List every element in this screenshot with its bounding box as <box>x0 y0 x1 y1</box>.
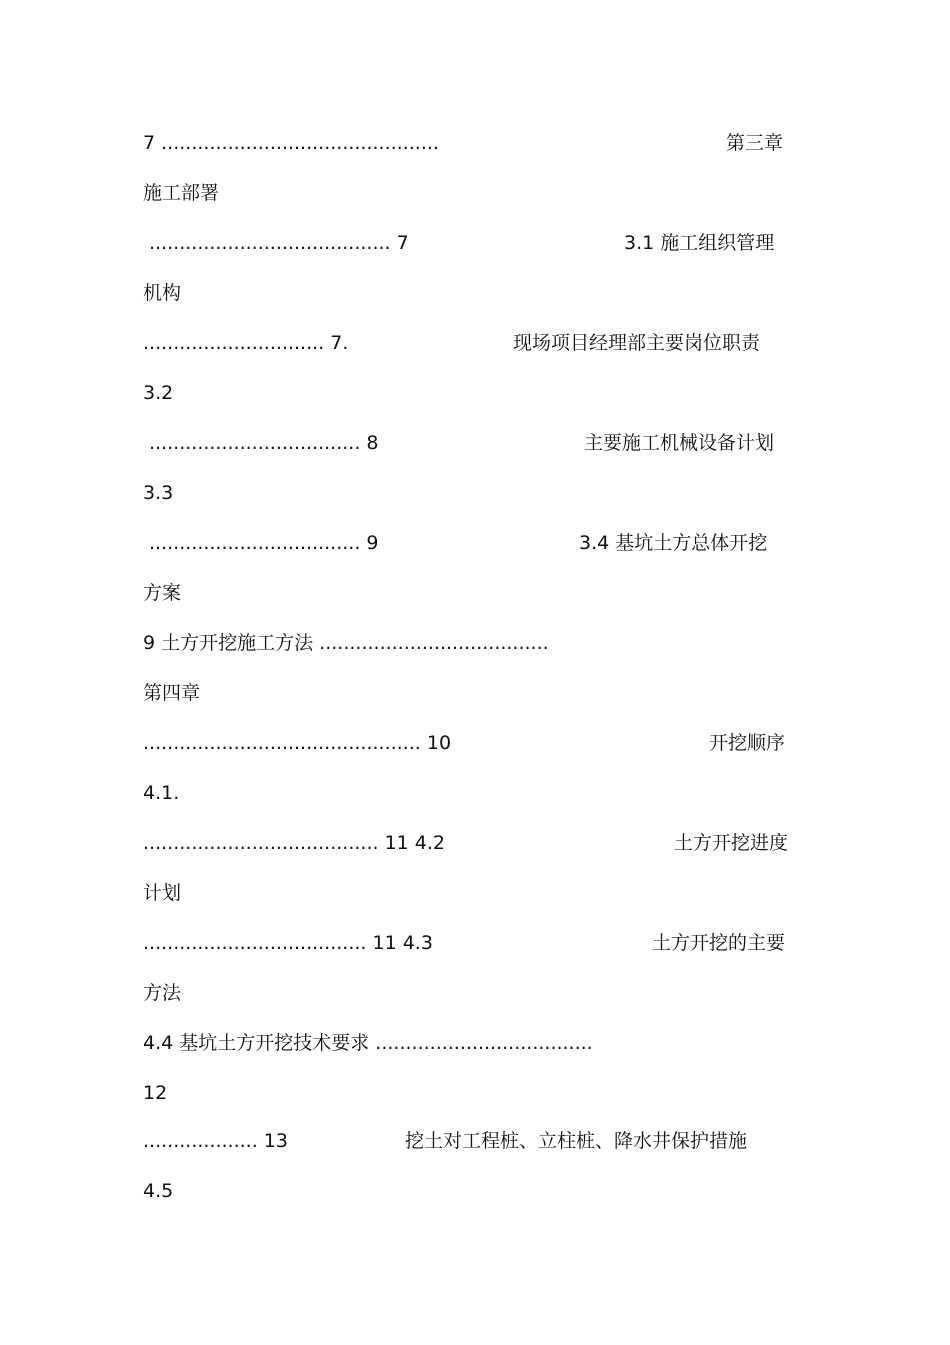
toc-line-8 <box>0 478 950 508</box>
toc-line-5 <box>0 328 950 358</box>
toc-line-11 <box>0 628 950 658</box>
toc-line-6 <box>0 378 950 408</box>
toc-leader-page: .............................. 7. <box>143 332 349 354</box>
toc-entry-text: 4.4 基坑土方开挖技术要求 .................................... <box>143 1032 593 1054</box>
toc-line-21 <box>0 1126 950 1156</box>
toc-entry-text: 方法 <box>143 982 182 1004</box>
toc-section-title: 3.4 基坑土方总体开挖 <box>579 532 768 554</box>
toc-line-16 <box>0 878 950 908</box>
toc-entry-text: 机构 <box>143 282 182 304</box>
toc-section-title: 现场项目经理部主要岗位职责 <box>513 332 761 354</box>
toc-chapter-title: 第四章 <box>143 682 201 704</box>
toc-leader-page: 7 .............................................. <box>143 132 439 154</box>
toc-section-number: 4.5 <box>143 1180 174 1202</box>
toc-leader-page: ................... 13 <box>143 1130 288 1152</box>
toc-chapter-title: 第三章 <box>726 132 784 154</box>
toc-line-9 <box>0 528 950 558</box>
toc-line-3 <box>0 228 950 258</box>
toc-section-title: 开挖顺序 <box>709 732 786 754</box>
toc-line-10 <box>0 578 950 608</box>
toc-line-18 <box>0 978 950 1008</box>
toc-leader-page: .............................................. 10 <box>143 732 452 754</box>
toc-section-title: 3.1 施工组织管理 <box>624 232 775 254</box>
toc-section-title: 挖土对工程桩、立柱桩、降水井保护措施 <box>405 1130 748 1152</box>
toc-leader-page: ....................................... 11 4.2 <box>143 832 446 854</box>
toc-section-title: 主要施工机械设备计划 <box>584 432 775 454</box>
toc-leader-page: ..................................... 11 4.3 <box>143 932 433 954</box>
toc-entry-text: 计划 <box>143 882 182 904</box>
toc-line-14 <box>0 778 950 808</box>
toc-line-7 <box>0 428 950 458</box>
toc-page-number: 12 <box>143 1082 168 1104</box>
toc-entry-text: 施工部署 <box>143 182 220 204</box>
toc-line-4 <box>0 278 950 308</box>
toc-line-20 <box>0 1078 950 1108</box>
toc-section-title: 土方开挖的主要 <box>652 932 786 954</box>
toc-entry-text: 9 土方开挖施工方法 ...................................... <box>143 632 549 654</box>
toc-section-number: 3.2 <box>143 382 174 404</box>
toc-section-number: 3.3 <box>143 482 174 504</box>
toc-leader-page: ................................... 8 <box>149 432 379 454</box>
toc-section-title: 土方开挖进度 <box>674 832 789 854</box>
toc-line-19 <box>0 1028 950 1058</box>
toc-line-22 <box>0 1176 950 1206</box>
toc-line-12 <box>0 678 950 708</box>
toc-line-1 <box>0 128 950 158</box>
toc-leader-page: ........................................ 7 <box>149 232 409 254</box>
toc-entry-text: 方案 <box>143 582 182 604</box>
toc-line-13 <box>0 728 950 758</box>
toc-leader-page: ................................... 9 <box>149 532 379 554</box>
toc-line-17 <box>0 928 950 958</box>
toc-line-2 <box>0 178 950 208</box>
toc-section-number: 4.1. <box>143 782 180 804</box>
toc-line-15 <box>0 828 950 858</box>
